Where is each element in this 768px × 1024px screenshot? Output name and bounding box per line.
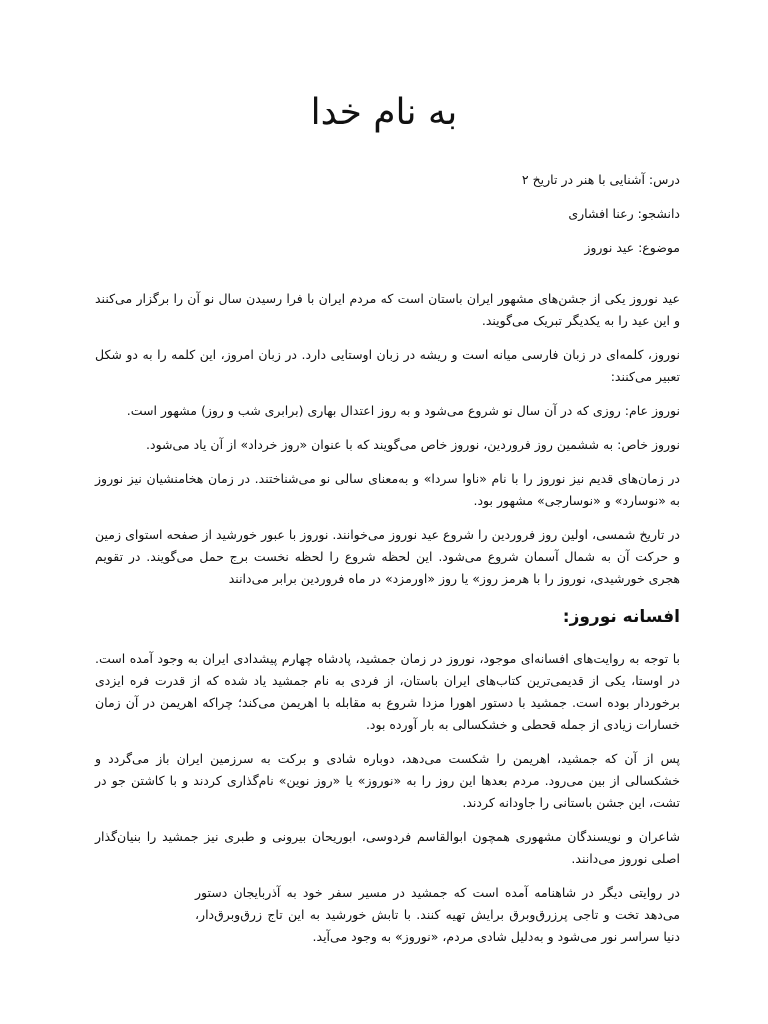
intro-paragraph: در تاریخ شمسی، اولین روز فروردین را شروع عید نوروز می‌خوانند. نوروز با عبور خورشید از صفحه استوای زمین و حرکت آن به شمال آسمان شروع می‌شود. این لحظه شروع را لحظه نخست برج حمل می‌گویند. در تقویم هجری خورشیدی، نوروز را با هرمز روز» یا روز «اورمزد» در ماه فروردین برابر می‌دانند <box>95 527 680 586</box>
legend-paragraph: با توجه به روایت‌های افسانه‌ای موجود، نوروز در زمان جمشید، پادشاه چهارم پیشدادی ایران به وجود آمده است. در اوستا، یکی از قدیمی‌ترین کتاب‌های ایران باستان، از فردی به نام جمشید یاد شده که از قدرت فره ایزدی برخوردار بوده است. جمشید با دستور اهورا مزدا شروع به مقابله با اهریمن می‌کند؛ چراکه اهریمن در آن زمان خسارات زیادی از جمله قحطی و خشکسالی به بار آورده بود. <box>95 651 680 732</box>
legend-heading: افسانه نوروز: <box>562 607 680 627</box>
page-title: به نام خدا <box>310 92 458 133</box>
legend-paragraph: در روایتی دیگر در شاهنامه آمده است که جمشید در مسیر سفر خود به آذربایجان دستور می‌دهد تخت و تاجی پرزرق‌وبرق برایش تهیه کنند. با تابش خورشید به این تاج زرق‌وبرق‌دار، دنیا سراسر نور می‌شود و به‌دلیل شادی مردم، «نوروز» به وجود می‌آید. <box>195 885 680 944</box>
topic-line: موضوع: عید نوروز <box>584 240 680 255</box>
legend-paragraph: شاعران و نویسندگان مشهوری همچون ابوالقاسم فردوسی، ابوریحان بیرونی و طبری نیز جمشید را بنیان‌گذار اصلی نوروز می‌دانند. <box>95 829 680 866</box>
intro-section <box>95 288 680 602</box>
intro-paragraph: نوروز عام: روزی که در آن سال نو شروع می‌شود و به روز اعتدال بهاری (برابری شب و روز) مشهور است. <box>126 403 680 418</box>
document-meta <box>95 163 680 265</box>
student-line: دانشجو: رعنا افشاری <box>568 206 680 221</box>
intro-paragraph: نوروز خاص: به ششمین روز فروردین، نوروز خاص می‌گویند که با عنوان «روز خرداد» از آن یاد می‌شود. <box>146 437 680 452</box>
intro-paragraph: عید نوروز یکی از جشن‌های مشهور ایران باستان است که مردم ایران با فرا رسیدن سال نو آن را برگزار می‌کنند و این عید را به یکدیگر تبریک می‌گویند. <box>95 291 680 328</box>
course-line: درس: آشنایی با هنر در تاریخ ۲ <box>521 172 680 187</box>
intro-paragraph: در زمان‌های قدیم نیز نوروز را با نام «ناوا سردا» و به‌معنای سالی نو می‌شناختند. در زمان هخامنشیان نیز نوروز به «نوسارد» و «نوسارجی» مشهور بود. <box>95 471 680 508</box>
legend-paragraph: پس از آن که جمشید، اهریمن را شکست می‌دهد، دوباره شادی و برکت به سرزمین ایران باز می‌گردد و خشکسالی از بین می‌رود. مردم بعدها این روز را به «نوروز» یا «روز نوین» نام‌گذاری کردند و با کاشتن جو در تشت، این جشن باستانی را جاودانه کردند. <box>95 751 680 810</box>
legend-section <box>95 648 680 960</box>
intro-paragraph: نوروز، کلمه‌ای در زبان فارسی میانه است و ریشه در زبان اوستایی دارد. در زبان امروز، این کلمه را به دو شکل تعبیر می‌کنند: <box>95 347 680 384</box>
